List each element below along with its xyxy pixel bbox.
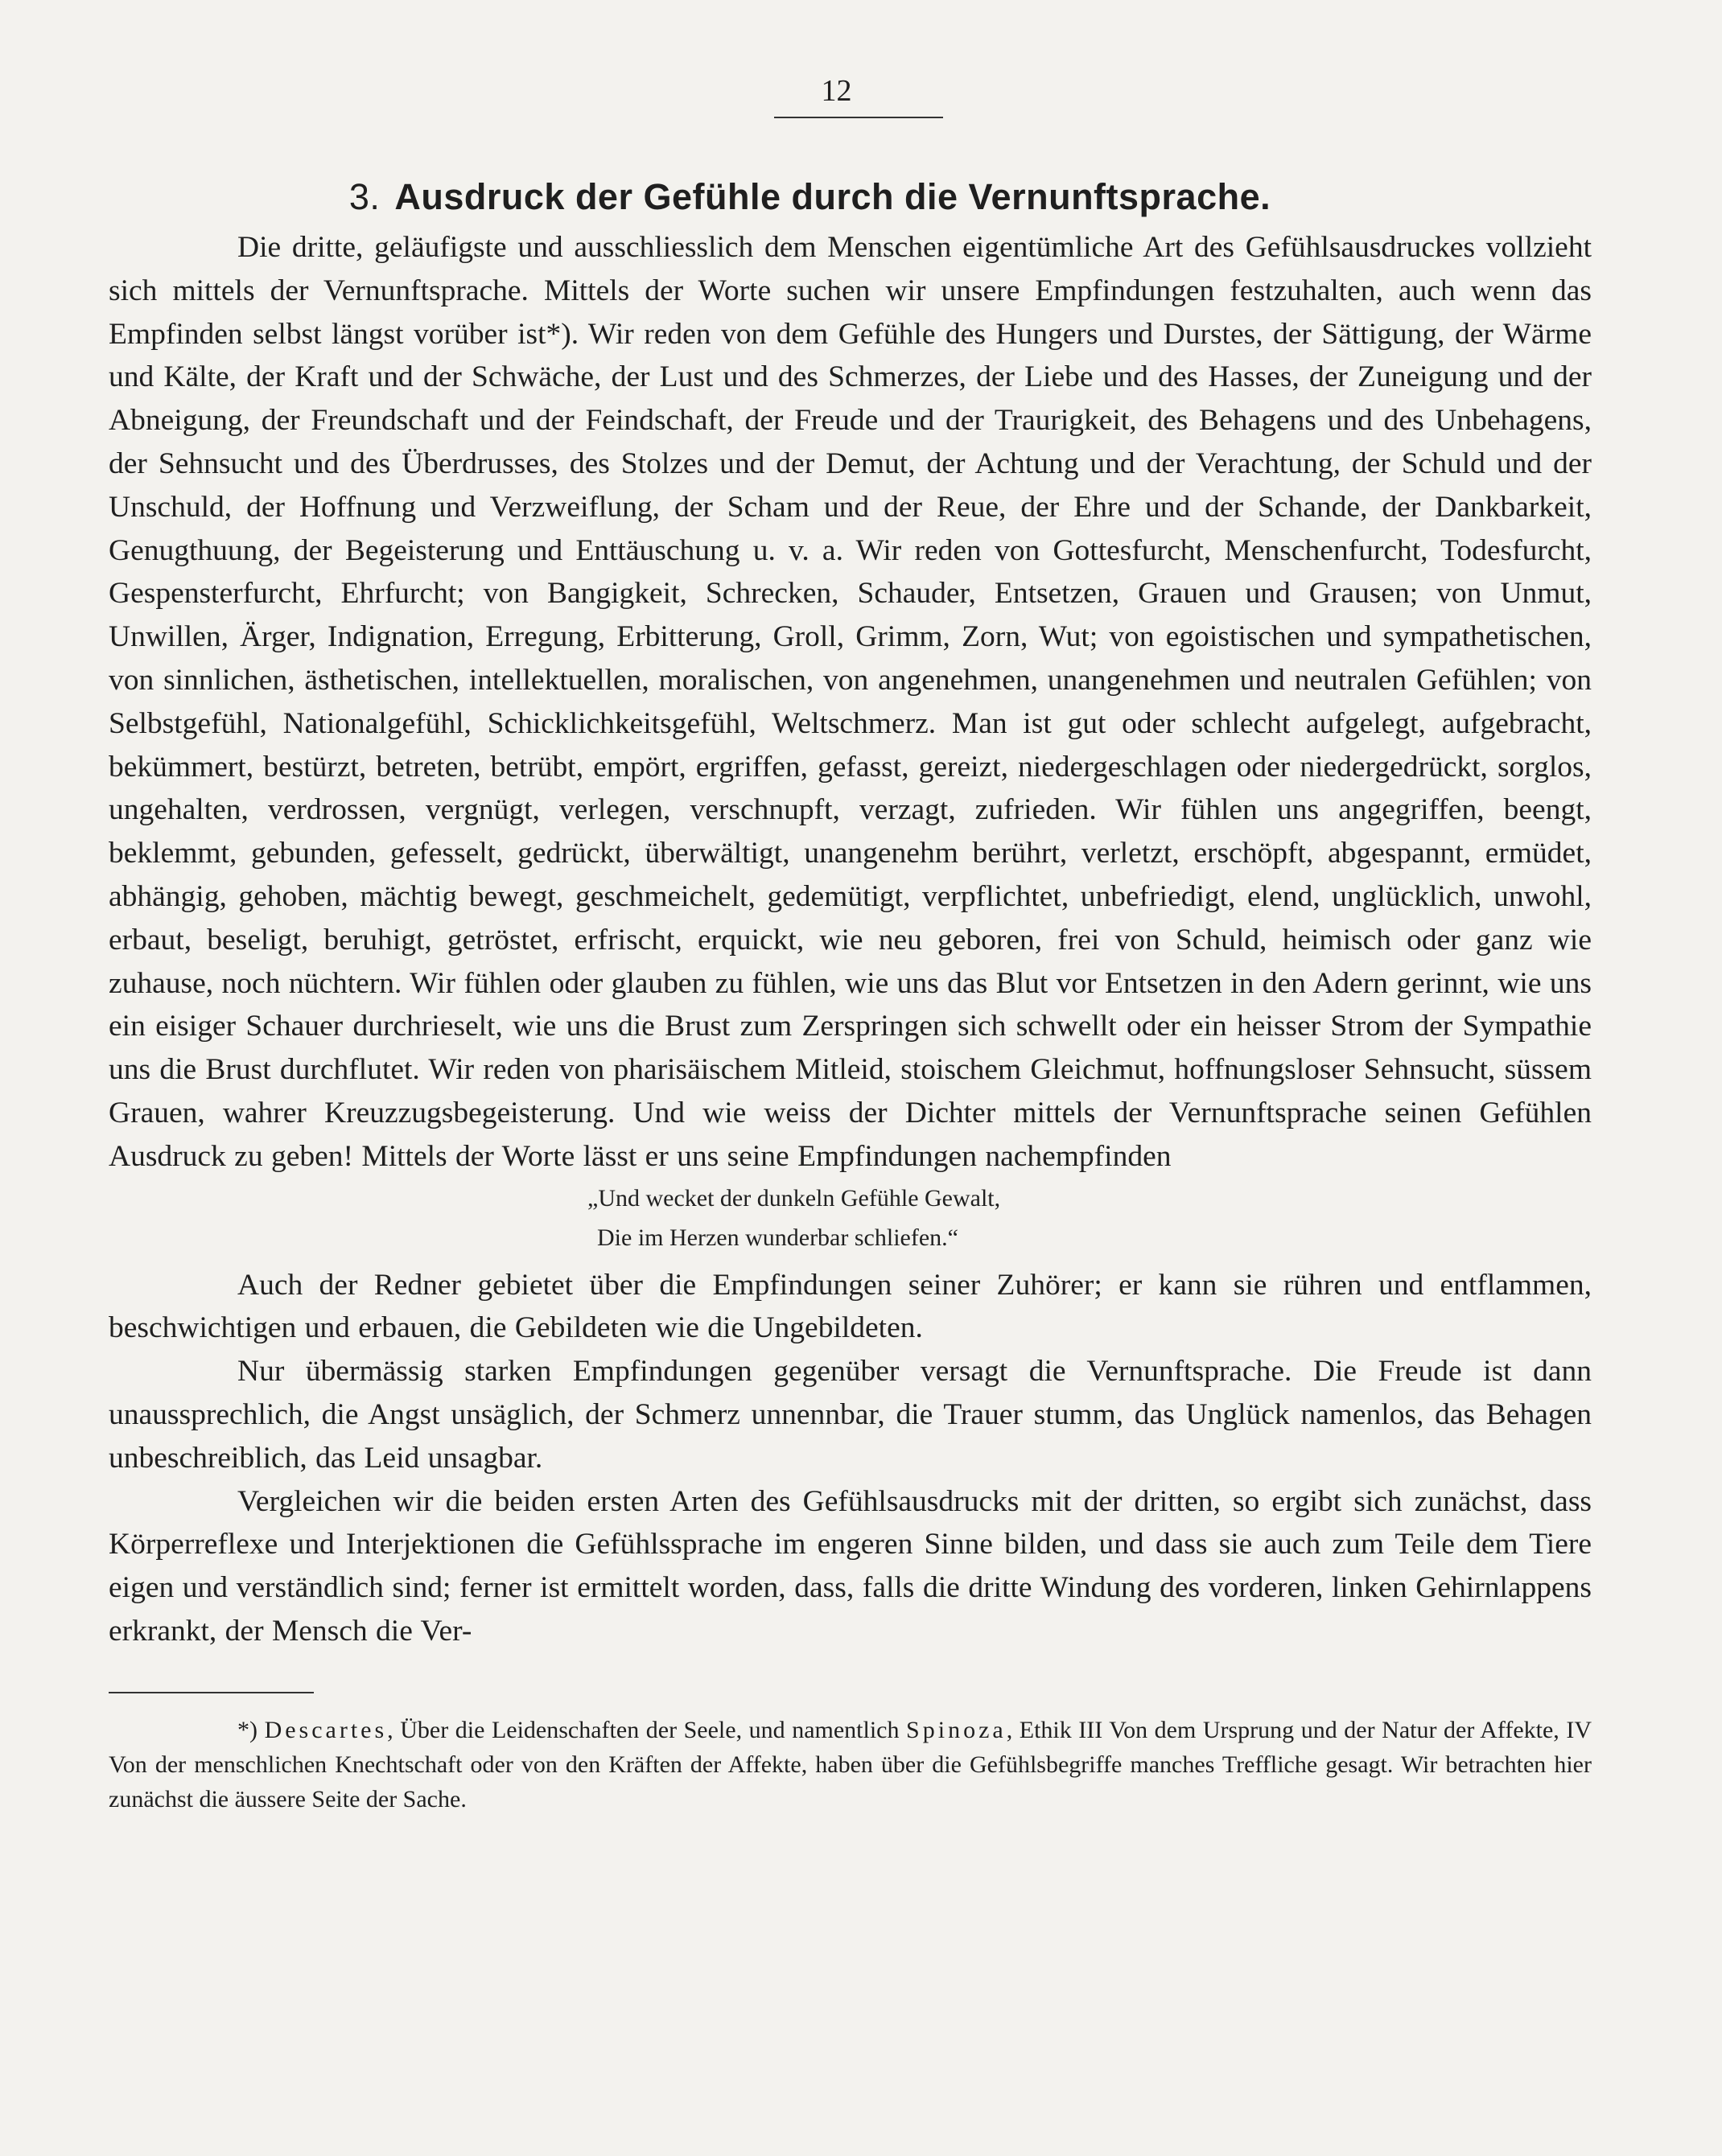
footnote-text-2: , Ethik III Von dem Ursprung und der Natur der Affekte, IV Von der menschlichen Knechtschaft oder von den Kräften der Affekte, haben über die Gefühlsbegriffe manches Treffliche gesagt. Wir betrachten hier zunächst die äussere Seite der Sache. <box>109 1716 1592 1812</box>
paragraph-4: Vergleichen wir die beiden ersten Arten des Gefühlsausdrucks mit der dritten, so ergibt sich zunächst, dass Körperreflexe und Interjektionen die Gefühlssprache im engeren Sinne bilden, und dass sie auch zum Teile dem Tiere eigen und verständlich sind; ferner ist ermittelt worden, dass, falls die dritte Windung des vorderen, linken Gehirnlappens erkrankt, der Mensch die Ver- <box>109 1484 1592 1648</box>
section-number: 3. <box>348 176 381 217</box>
header-rule <box>774 117 943 118</box>
quote-line-1: „Und wecket der dunkeln Gefühle Gewalt, <box>587 1184 1001 1212</box>
paragraph-1: Die dritte, geläufigste und ausschliesslich dem Menschen eigentümliche Art des Gefühlsausdruckes vollzieht sich mittels der Vernunftsprache. Mittels der Worte suchen wir unsere Empfindungen festzuhalten, auch wenn das Empfinden selbst längst vorüber ist*). Wir reden von dem Gefühle des Hungers und Durstes, der Sättigung, der Wärme und Kälte, der Kraft und der Schwäche, der Lust und des Schmerzes, der Liebe und des Hasses, der Zuneigung und der Abneigung, der Freundschaft und der Feindschaft, der Freude und der Traurigkeit, des Behagens und des Unbehagens, der Sehnsucht und des Überdrusses, des Stolzes und der Demut, der Achtung und der Verachtung, der Schuld und der Unschuld, der Hoffnung und Verzweiflung, der Scham und der Reue, der Ehre und der Schande, der Dankbarkeit, Genugthuung, der Begeisterung und Enttäuschung u. v. a. Wir reden von Gottesfurcht, Menschenfurcht, Todesfurcht, Gespensterfurcht, Ehrfurcht; von Bangigkeit, Schrecken, Schauder, Entsetzen, Grauen und Grausen; von Unmut, Unwillen, Ärger, Indignation, Erregung, Erbitterung, Groll, Grimm, Zorn, Wut; von egoistischen und sympathetischen, von sinnlichen, ästhetischen, intellektuellen, moralischen, von angenehmen, unangenehmen und neutralen Gefühlen; von Selbstgefühl, Nationalgefühl, Schicklichkeitsgefühl, Weltschmerz. Man ist gut oder schlecht aufgelegt, aufgebracht, bekümmert, bestürzt, betreten, betrübt, empört, ergriffen, gefasst, gereizt, niedergeschlagen oder niedergedrückt, sorglos, ungehalten, verdrossen, vergnügt, verlegen, verschnupft, verzagt, zufrieden. Wir fühlen uns angegriffen, beengt, beklemmt, gebunden, gefesselt, gedrückt, überwältigt, unangenehm berührt, verletzt, erschöpft, abgespannt, ermüdet, abhängig, gehoben, mächtig bewegt, geschmeichelt, gedemütigt, verpflichtet, unbefriedigt, elend, unglücklich, unwohl, erbaut, beseligt, beruhigt, getröstet, erfrischt, erquickt, wie neu geboren, frei von Schuld, heimisch oder ganz wie zuhause, noch nüchtern. Wir fühlen oder glauben zu fühlen, wie uns das Blut vor Entsetzen in den Adern gerinnt, wie uns ein eisiger Schauer durchrieselt, wie uns die Brust zum Zerspringen sich schwellt oder ein heisser Strom der Sympathie uns die Brust durchflutet. Wir reden von pharisäischem Mitleid, stoischem Gleichmut, hoffnungsloser Sehnsucht, süssem Grauen, wahrer Kreuzzugsbegeisterung. Und wie weiss der Dichter mittels der Vernunftsprache seinen Gefühlen Ausdruck zu geben! Mittels der Worte lässt er uns seine Empfindungen nachempfinden <box>109 231 1592 1173</box>
footnote-rule <box>109 1692 314 1693</box>
quote-line-2: Die im Herzen wunderbar schliefen.“ <box>597 1224 958 1251</box>
poem-quote <box>587 1179 1592 1257</box>
footnote-author-descartes: Descartes <box>264 1716 388 1743</box>
section-title: Ausdruck der Gefühle durch die Vernunftsprache. <box>394 176 1271 217</box>
footnote-author-spinoza: Spinoza <box>906 1716 1007 1743</box>
footnote-marker: *) <box>237 1716 257 1743</box>
footnote <box>109 1713 1592 1817</box>
footnote-text-1: , Über die Leidenschaften der Seele, und namentlich <box>387 1716 900 1743</box>
paragraph-3: Nur übermässig starken Empfindungen gegenüber versagt die Vernunftsprache. Die Freude ist dann unaussprechlich, die Angst unsäglich, der Schmerz unnennbar, die Trauer stumm, das Unglück namenlos, das Behagen unbeschreiblich, das Leid unsagbar. <box>109 1355 1592 1475</box>
section-heading <box>68 175 1551 220</box>
paragraph-2: Auch der Redner gebietet über die Empfindungen seiner Zuhörer; er kann sie rühren und entflammen, beschwichtigen und erbauen, die Gebildeten wie die Ungebildeten. <box>109 1268 1592 1345</box>
page-number: 12 <box>821 74 852 108</box>
book-page <box>109 68 1592 1817</box>
